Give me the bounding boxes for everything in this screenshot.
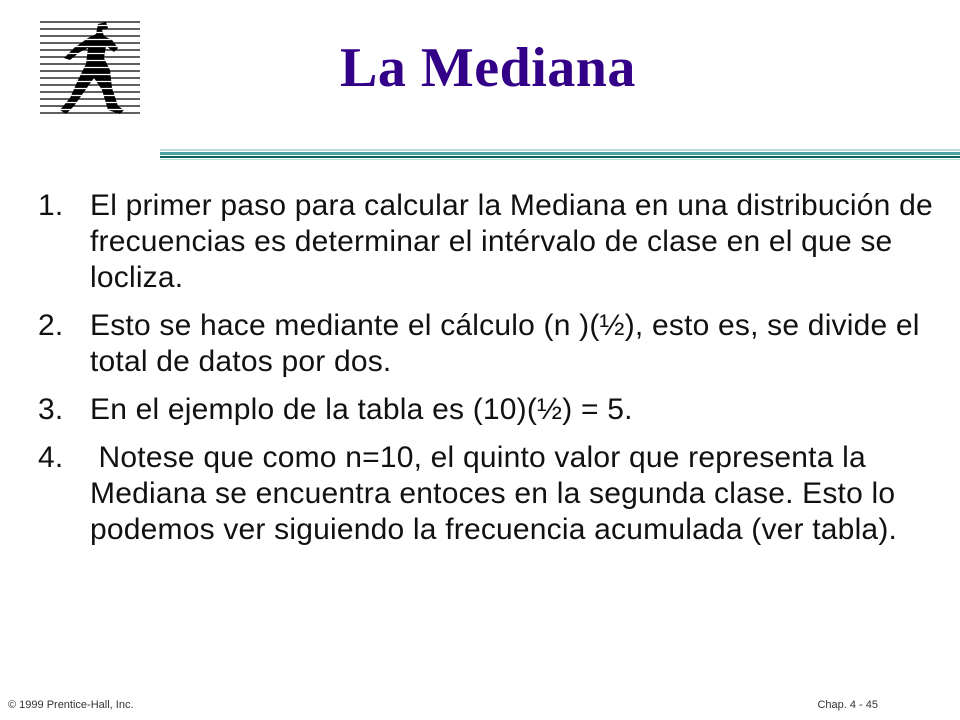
footer-copyright: © 1999 Prentice-Hall, Inc. — [8, 699, 134, 711]
list-item-number: 1. — [38, 189, 64, 222]
list-item-number: 3. — [38, 393, 64, 426]
title-divider — [160, 149, 960, 161]
list-item — [38, 440, 938, 548]
list-item — [38, 392, 938, 428]
running-man-logo-icon — [40, 18, 140, 118]
list-item-text: El primer paso para calcular la Mediana en una distribución de frecuencias es determinar el intérvalo de clase en el que se locliza. — [90, 189, 933, 294]
list-item-text: Esto se hace mediante el cálculo (n )(½), esto es, se divide el total de datos por dos. — [90, 309, 920, 378]
list-item-text: Notese que como n=10, el quinto valor que representa la Mediana se encuentra entoces en la segunda clase. Esto lo podemos ver siguiendo la frecuencia acumulada (ver tabla). — [90, 441, 904, 546]
slide-title: La Mediana — [340, 37, 636, 99]
list-item — [38, 188, 938, 296]
numbered-list — [38, 188, 938, 560]
list-item — [38, 308, 938, 380]
list-item-number: 4. — [38, 441, 64, 474]
list-item-text: En el ejemplo de la tabla es (10)(½) = 5. — [90, 393, 633, 426]
footer-chapter: Chap. 4 - 45 — [817, 699, 878, 711]
list-item-number: 2. — [38, 309, 64, 342]
